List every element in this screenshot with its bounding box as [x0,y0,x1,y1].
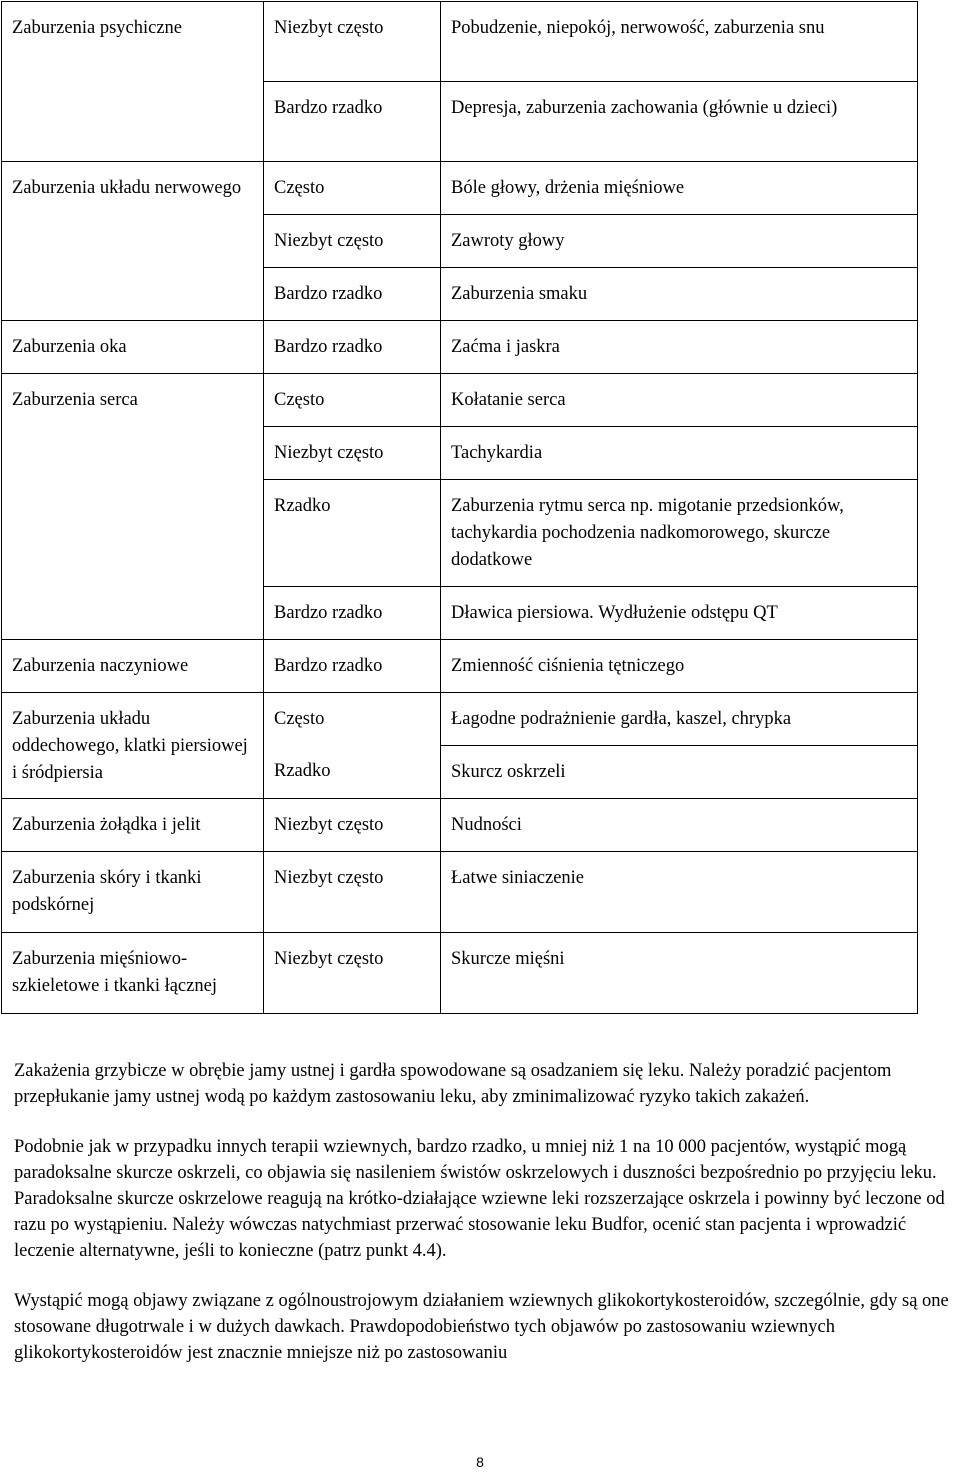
frequency-text: Niezbyt często [264,2,440,82]
adverse-effects-table [1,1,918,1014]
frequency-cell [264,321,441,374]
table-row [2,374,918,640]
adverse-effect-text: Pobudzenie, niepokój, nerwowość, zaburzenia snu [441,2,917,82]
table-row [2,162,918,321]
organ-class-cell: Zaburzenia układu nerwowego [2,162,264,321]
paragraph-fungal: Zakażenia grzybicze w obrębie jamy ustnej i gardła spowodowane są osadzaniem się leku. Należy poradzić pacjentom przepłukanie jamy ustnej wodą po każdym zastosowaniu leku, aby zminimalizować ryzyko takich zakażeń. [14,1061,892,1107]
organ-class-cell: Zaburzenia naczyniowe [2,640,264,693]
frequency-cell [264,852,441,933]
frequency-cell [264,799,441,852]
frequency-text: Bardzo rzadko [274,284,383,304]
table-row [2,693,918,799]
table-row [2,2,918,162]
frequency-text: Bardzo rzadko [274,98,383,118]
adverse-effect-text: Depresja, zaburzenia zachowania (głównie u dzieci) [451,98,838,118]
adverse-effect-text: Tachykardia [441,427,917,480]
page-number: 8 [476,1454,484,1470]
table-row [2,640,918,693]
table-row [2,933,918,1014]
frequency-cell [264,640,441,693]
adverse-effect-text: Zmienność ciśnienia tętniczego [451,656,685,676]
body-text [14,1058,960,1390]
frequency-text: Niezbyt często [274,815,384,835]
organ-class-cell: Zaburzenia psychiczne [2,2,264,162]
organ-class-cell: Zaburzenia skóry i tkanki podskórnej [2,852,264,933]
adverse-effect-text: Łagodne podrażnienie gardła, kaszel, chrypka [441,693,917,746]
adverse-effect-text: Nudności [451,815,522,835]
frequency-cell [264,374,441,640]
frequency-text: Niezbyt często [274,949,384,969]
adverse-effect-text: Kołatanie serca [441,374,917,427]
adverse-effect-text: Skurcz oskrzeli [451,762,566,782]
frequency-text: Bardzo rzadko [274,337,383,357]
table-row [2,852,918,933]
effect-cell [441,852,918,933]
adverse-effect-text: Dławica piersiowa. Wydłużenie odstępu QT [451,603,778,623]
table-row [2,799,918,852]
effect-cell [441,693,918,799]
adverse-effect-text: Zaburzenia smaku [451,284,588,304]
frequency-cell [264,2,441,162]
frequency-text: Niezbyt często [274,868,384,888]
paragraph-bronchospasm: Podobnie jak w przypadku innych terapii wziewnych, bardzo rzadko, u mniej niż 1 na 10 000 pacjentów, wystąpić mogą paradoksalne skurcze oskrzeli, co objawia się nasileniem świstów oskrzelowych i duszności bezpośrednio po przyjęciu leku. Paradoksalne skurcze oskrzelowe reagują na krótko-działające wziewne leki rozszerzające oskrzela i powinny być leczone od razu po wystąpieniu. Należy wówczas natychmiast przerwać stosowanie leku Budfor, ocenić stan pacjenta i wprowadzić leczenie alternatywne, jeśli to konieczne (patrz punkt 4.4). [14,1137,945,1261]
effect-cell [441,374,918,640]
adverse-effect-text: Zawroty głowy [441,215,917,268]
effect-cell [441,321,918,374]
frequency-text: Rzadko [264,480,440,587]
frequency-text: Rzadko [274,761,331,781]
frequency-text: Często [264,374,440,427]
organ-class-cell: Zaburzenia mięśniowo-szkieletowe i tkanki łącznej [2,933,264,1014]
frequency-cell [264,162,441,321]
organ-class-cell: Zaburzenia oka [2,321,264,374]
adverse-effect-text: Zaćma i jaskra [451,337,560,357]
adverse-effect-text: Łatwe siniaczenie [451,868,585,888]
paragraph-systemic: Wystąpić mogą objawy związane z ogólnoustrojowym działaniem wziewnych glikokortykosteroidów, szczególnie, gdy są one stosowane długotrwale i w dużych dawkach. Prawdopodobieństwo tych objawów po zastosowaniu wziewnych glikokortykosteroidów jest znacznie mniejsze niż po zastosowaniu [14,1291,949,1363]
frequency-text: Bardzo rzadko [274,603,383,623]
effect-cell [441,933,918,1014]
effect-cell [441,799,918,852]
frequency-text: Niezbyt często [264,427,440,480]
effect-cell [441,2,918,162]
frequency-cell [264,693,441,799]
organ-class-cell: Zaburzenia serca [2,374,264,640]
organ-class-cell: Zaburzenia żołądka i jelit [2,799,264,852]
adverse-effect-text: Zaburzenia rytmu serca np. migotanie przedsionków, tachykardia pochodzenia nadkomorowego, skurcze dodatkowe [441,480,917,587]
effect-cell [441,162,918,321]
adverse-effect-text: Bóle głowy, drżenia mięśniowe [441,162,917,215]
adverse-effect-text: Skurcze mięśni [451,949,565,969]
organ-class-cell: Zaburzenia układu oddechowego, klatki piersiowej i śródpiersia [2,693,264,799]
frequency-text: Często [264,162,440,215]
frequency-text: Niezbyt często [264,215,440,268]
frequency-text: Często [274,709,325,729]
effect-cell [441,640,918,693]
table-row [2,321,918,374]
frequency-text: Bardzo rzadko [274,656,383,676]
frequency-cell [264,933,441,1014]
